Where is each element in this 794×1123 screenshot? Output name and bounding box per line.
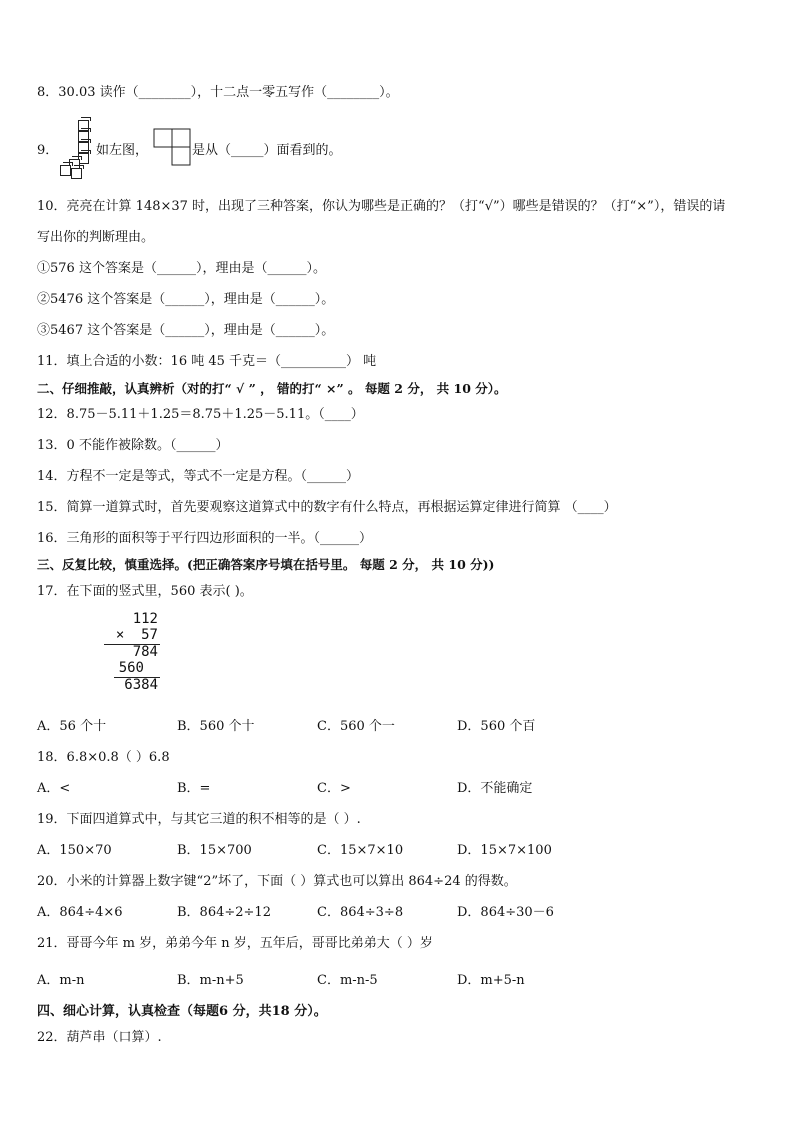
question-17-options xyxy=(37,718,597,736)
question-21-stem: 21．哥哥今年 m 岁，弟弟今年 n 岁，五年后，哥哥比弟弟大（ ）岁 xyxy=(37,936,433,951)
option-c[interactable]: C．> xyxy=(317,781,351,796)
question-20-options xyxy=(37,904,597,922)
question-10-item-1: ①576 这个答案是（______），理由是（______）。 xyxy=(37,261,326,276)
section-2-heading: 二、仔细推敲，认真辨析（对的打“ √ ” ， 错的打“ ×” 。 每题 2 分， 共 10 分）。 xyxy=(37,381,507,396)
option-b[interactable]: B．560 个十 xyxy=(177,719,255,734)
question-19-options xyxy=(37,842,597,860)
option-c[interactable]: C．560 个一 xyxy=(317,719,395,734)
option-a[interactable]: A．< xyxy=(37,781,71,796)
section-4-heading: 四、细心计算，认真检查（每题6 分，共18 分）。 xyxy=(37,1004,327,1019)
vertical-row-1: 112 xyxy=(132,611,158,627)
vertical-row-3: 784 xyxy=(132,644,158,660)
option-a[interactable]: A．864÷4×6 xyxy=(37,905,123,920)
option-b[interactable]: B．15×700 xyxy=(177,843,252,858)
question-13: 13．0 不能作被除数。（______） xyxy=(37,438,229,453)
question-20-stem: 20．小米的计算器上数字键“2”坏了，下面（ ）算式也可以算出 864÷24 的得数。 xyxy=(37,874,517,889)
option-d[interactable]: D．864÷30－6 xyxy=(457,905,554,920)
option-d[interactable]: D．15×7×100 xyxy=(457,843,552,858)
question-18-stem: 18．6.8×0.8（ ）6.8 xyxy=(37,750,170,765)
option-b[interactable]: B．m-n+5 xyxy=(177,973,244,988)
vertical-row-4: 560 xyxy=(118,660,144,676)
option-b[interactable]: B．= xyxy=(177,781,211,796)
option-c[interactable]: C．864÷3÷8 xyxy=(317,905,404,920)
question-16: 16．三角形的面积等于平行四边形面积的一半。（______） xyxy=(37,531,373,546)
question-22: 22．葫芦串（口算）. xyxy=(37,1030,162,1045)
option-b[interactable]: B．864÷2÷12 xyxy=(177,905,271,920)
section-3-heading: 三、反复比较，慎重选择。(把正确答案序号填在括号里。 每题 2 分， 共 10 分)) xyxy=(37,557,495,572)
question-19-stem: 19．下面四道算式中，与其它三道的积不相等的是（ ）. xyxy=(37,812,361,827)
question-17-stem: 17．在下面的竖式里，560 表示( )。 xyxy=(37,584,253,599)
vertical-row-2: × 57 xyxy=(115,627,158,643)
view-shape-figure xyxy=(153,128,193,168)
option-a[interactable]: A．56 个十 xyxy=(37,719,107,734)
question-14: 14．方程不一定是等式，等式不一定是方程。（______） xyxy=(37,469,360,484)
question-9-number: 9． xyxy=(37,143,59,158)
option-a[interactable]: A．150×70 xyxy=(37,843,112,858)
question-10-line1: 10．亮亮在计算 148×37 时，出现了三种答案，你认为哪些是正确的？（打“√”）哪些是错误的？（打“×”），错误的请 xyxy=(37,199,726,214)
option-d[interactable]: D．m+5-n xyxy=(457,973,525,988)
vertical-row-5: 6384 xyxy=(124,677,158,693)
question-12: 12．8.75－5.11＋1.25＝8.75＋1.25－5.11。（____） xyxy=(37,407,364,422)
question-8: 8．30.03 读作（________），十二点一零五写作（________）。 xyxy=(37,85,399,100)
question-10-item-2: ②5476 这个答案是（______），理由是（______）。 xyxy=(37,292,335,307)
question-11: 11．填上合适的小数：16 吨 45 千克＝（__________） 吨 xyxy=(37,354,377,369)
question-15: 15．简算一道算式时，首先要观察这道算式中的数字有什么特点，再根据运算定律进行简算 （____） xyxy=(37,500,617,515)
cube-stack-figure xyxy=(58,116,98,178)
question-9-text-a: 如左图， xyxy=(96,143,149,158)
option-a[interactable]: A．m-n xyxy=(37,973,85,988)
question-18-options xyxy=(37,780,597,798)
question-21-options xyxy=(37,972,597,990)
question-10-item-3: ③5467 这个答案是（______），理由是（______）。 xyxy=(37,323,335,338)
question-9-text-b: 是从（_____）面看到的。 xyxy=(192,143,342,158)
question-10-line2: 写出你的判断理由。 xyxy=(37,230,155,245)
option-c[interactable]: C．15×7×10 xyxy=(317,843,404,858)
option-d[interactable]: D．不能确定 xyxy=(457,781,533,796)
option-c[interactable]: C．m-n-5 xyxy=(317,973,378,988)
option-d[interactable]: D．560 个百 xyxy=(457,719,536,734)
